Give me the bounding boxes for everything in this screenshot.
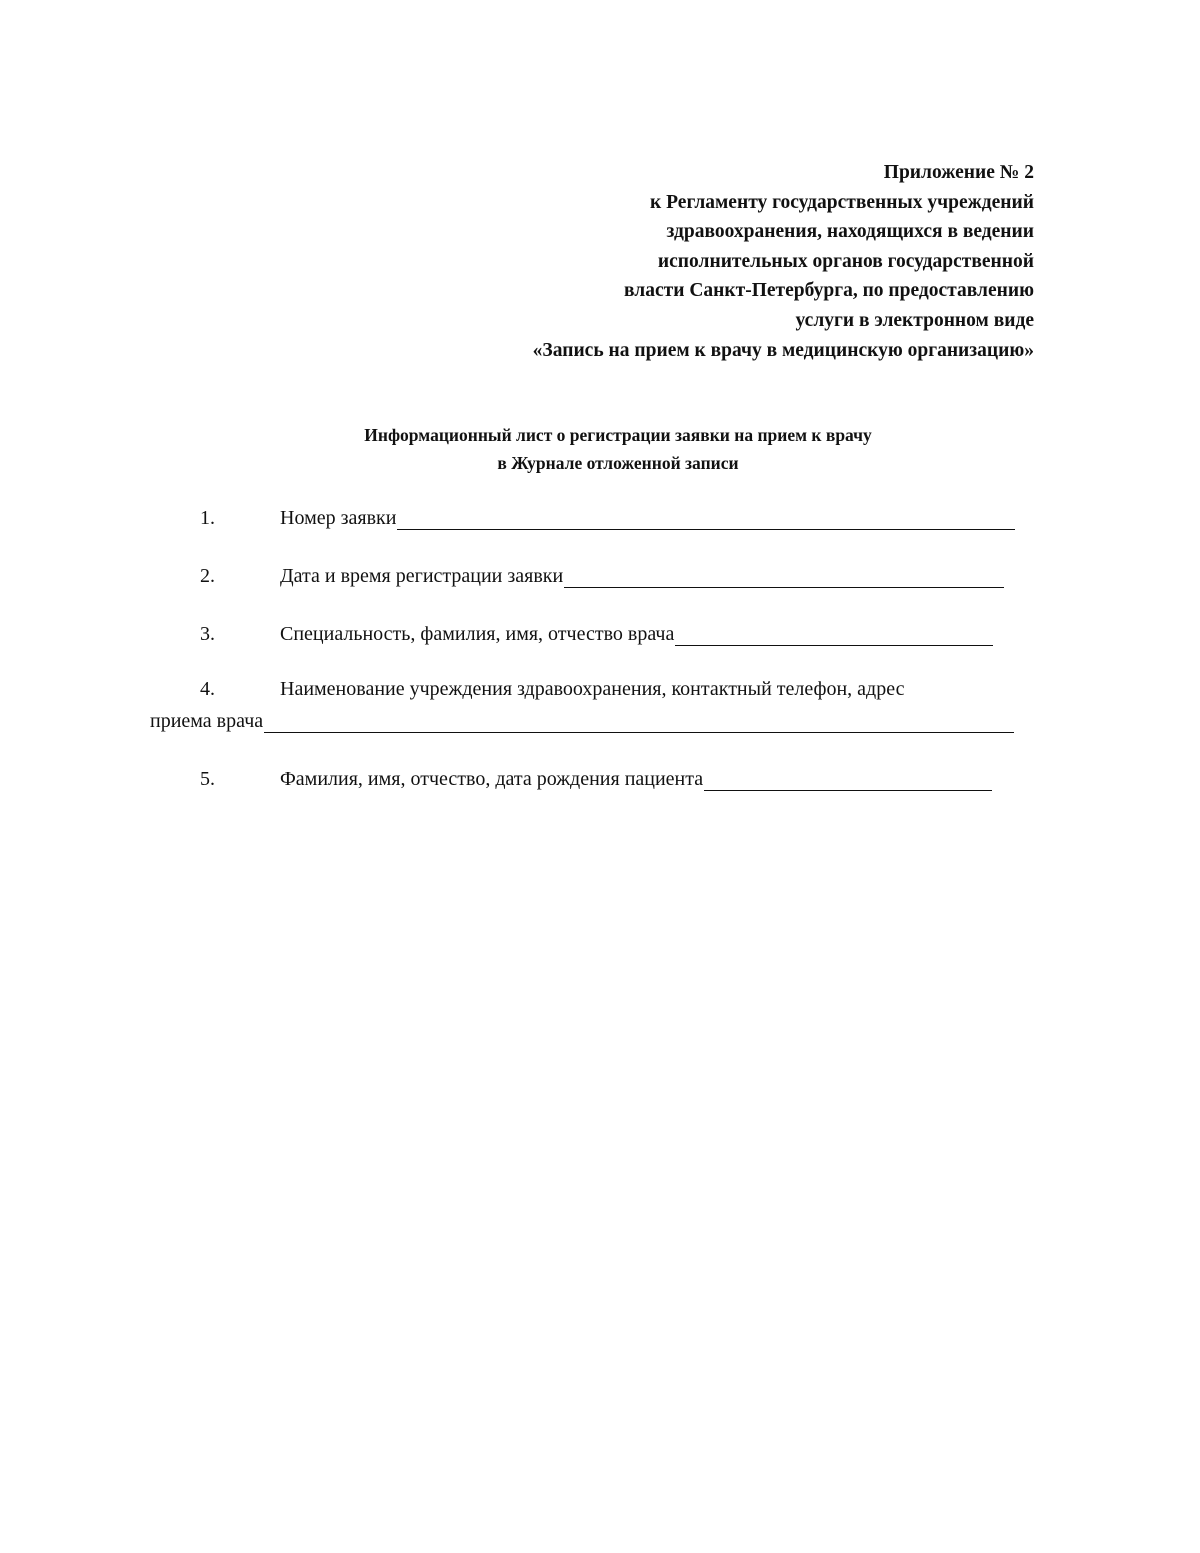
fill-in-line[interactable] xyxy=(704,770,992,791)
field-label: Номер заявки xyxy=(280,507,397,529)
fill-in-line[interactable] xyxy=(397,509,1015,530)
field-label: Специальность, фамилия, имя, отчество врача xyxy=(280,623,675,645)
appendix-line: здравоохранения, находящихся в ведении xyxy=(666,221,1034,243)
appendix-header xyxy=(533,158,1034,365)
field-number: 5. xyxy=(200,768,215,790)
appendix-line: исполнительных органов государственной xyxy=(657,250,1034,272)
field-number: 3. xyxy=(200,623,215,645)
field-label: Наименование учреждения здравоохранения, контактный телефон, адрес xyxy=(280,678,905,700)
field-number: 1. xyxy=(200,507,215,529)
document-title xyxy=(0,421,1200,477)
appendix-line: Приложение № 2 xyxy=(883,162,1034,183)
field-number: 4. xyxy=(200,678,215,700)
field-label: Дата и время регистрации заявки xyxy=(280,565,564,587)
field-label: Фамилия, имя, отчество, дата рождения пациента xyxy=(280,768,704,790)
title-line-2: в Журнале отложенной записи xyxy=(497,453,739,473)
appendix-line: власти Санкт-Петербурга, по предоставлению xyxy=(624,280,1034,302)
appendix-line: к Регламенту государственных учреждений xyxy=(650,191,1034,213)
appendix-line: «Запись на прием к врачу в медицинскую организацию» xyxy=(532,339,1034,361)
title-line-1: Информационный лист о регистрации заявки на прием к врачу xyxy=(364,425,872,445)
appendix-line: услуги в электронном виде xyxy=(795,309,1034,331)
fill-in-line[interactable] xyxy=(675,625,993,646)
fill-in-line[interactable] xyxy=(264,712,1014,733)
field-label-continuation: приема врача xyxy=(150,710,264,732)
field-institution-continuation xyxy=(150,709,1014,733)
field-number: 2. xyxy=(200,565,215,587)
fill-in-line[interactable] xyxy=(564,567,1004,588)
